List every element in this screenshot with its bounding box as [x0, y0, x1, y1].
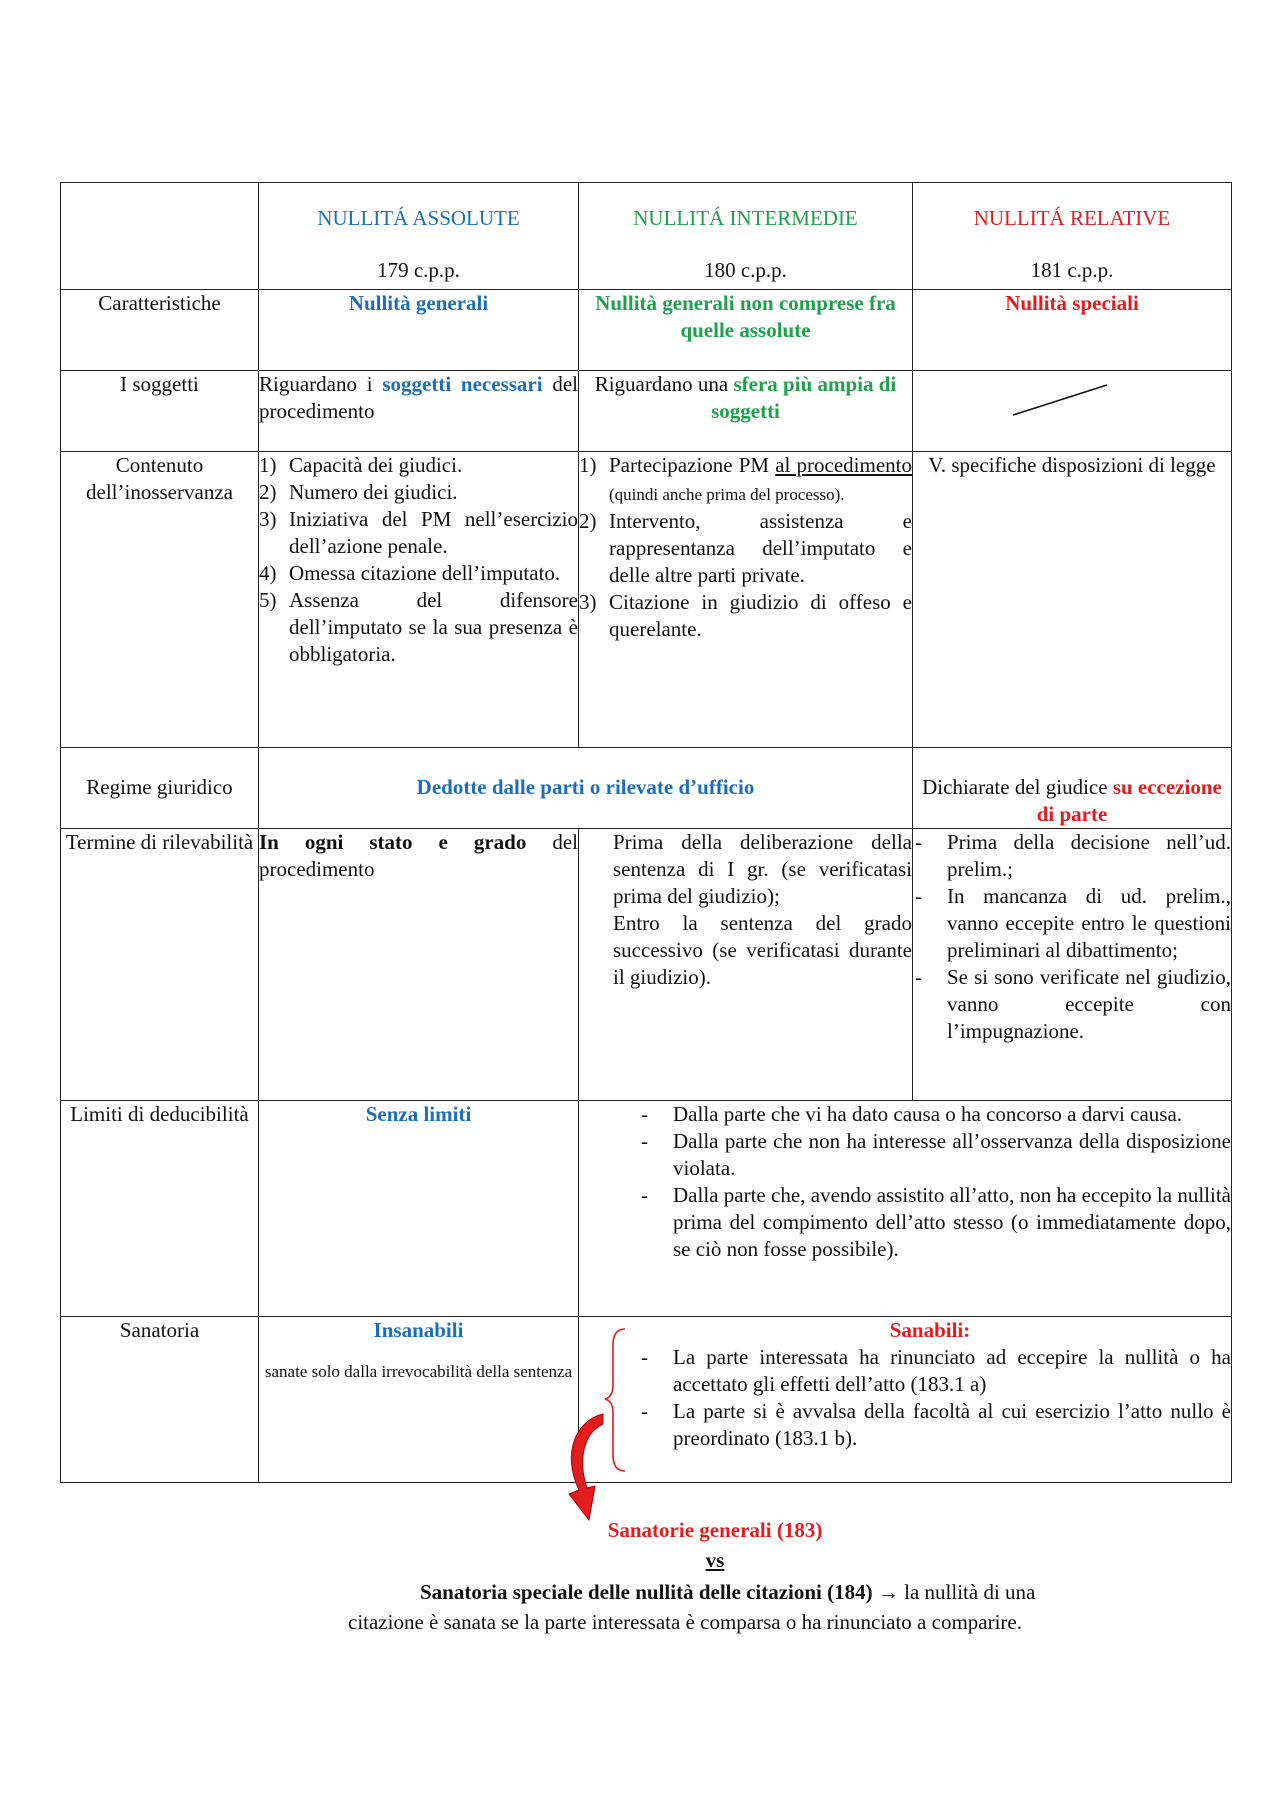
sanatorie-generali [0, 1518, 1280, 1543]
row-limiti [61, 1101, 1232, 1317]
list-item [259, 560, 578, 587]
list-text: In mancanza di ud. prelim., vanno eccepite entro le questioni preliminari al dibattimento; [947, 884, 1231, 962]
termine-assolute [259, 829, 579, 1101]
dash-bullet-icon: - [641, 1129, 648, 1153]
row-label: Caratteristiche [61, 290, 259, 371]
list-text: Assenza del difensore dell’imputato se la sua presenza è obbligatoria. [289, 588, 578, 666]
termine-relative-list [913, 829, 1231, 1045]
list-text: La parte si è avvalsa della facoltà al cui esercizio l’atto nullo è preordinato (183.1 b). [673, 1399, 1231, 1450]
limiti-altre [579, 1101, 1232, 1317]
dash-bullet-icon: - [915, 830, 922, 854]
article-relative: 181 c.p.p. [1030, 258, 1114, 282]
list-item [641, 1128, 1231, 1182]
row-label: Limiti di deducibilità [61, 1101, 259, 1317]
list-item [579, 452, 912, 508]
contenuto-assolute [259, 452, 579, 748]
sanatoria-list [629, 1344, 1231, 1452]
row-label: Regime giuridico [61, 748, 259, 829]
paragraph: Entro la sentenza del grado successivo (se verificatasi durante il giudizio). [613, 911, 912, 989]
list-text: Dalla parte che non ha interesse all’osservanza della disposizione violata. [673, 1129, 1231, 1180]
list-item [641, 1101, 1231, 1128]
list-text: Intervento, assistenza e rappresentanza dell’imputato e delle altre parti private. [609, 509, 912, 587]
contenuto-relative: V. specifiche disposizioni di legge [913, 452, 1232, 748]
list-item [641, 1344, 1231, 1398]
list-item [915, 829, 1231, 883]
list-number: 5) [259, 588, 277, 612]
header-relative [913, 183, 1232, 290]
list-number: 1) [259, 453, 277, 477]
list-item [641, 1398, 1231, 1452]
list-text: La parte interessata ha rinunciato ad eccepire la nullità o ha accettato gli effetti dell’atto (183.1 a) [673, 1345, 1231, 1396]
list-number: 2) [579, 509, 597, 533]
list-item [579, 508, 912, 589]
diagonal-line-icon [913, 371, 1213, 431]
sanatoria-altre [579, 1317, 1232, 1483]
soggetti-intermedie [579, 371, 913, 452]
soggetti-assolute [259, 371, 579, 452]
termine-intermedie [579, 829, 913, 1101]
row-regime [61, 748, 1232, 829]
list-text: Citazione in giudizio di offeso e querelante. [609, 590, 912, 641]
underlined-text: al procedimento [775, 453, 912, 477]
list-item [641, 1182, 1231, 1263]
list-number: 4) [259, 561, 277, 585]
list-number: 3) [259, 507, 277, 531]
list-item [915, 964, 1231, 1045]
row-label: Termine di rilevabilità [61, 829, 259, 1101]
speciale-continued: citazione è sanata se la parte interessata è comparsa o ha rinunciato a comparire. [348, 1610, 1022, 1634]
list-text: Capacità dei giudici. [289, 453, 463, 477]
text: Riguardano i [259, 372, 383, 396]
row-soggetti [61, 371, 1232, 452]
speciale-text: la nullità di una [904, 1580, 1036, 1604]
row-caratteristiche [61, 290, 1232, 371]
text: Partecipazione PM [609, 453, 776, 477]
dash-bullet-icon: - [915, 884, 922, 908]
paragraph: Prima della deliberazione della sentenza di I gr. (se verificatasi prima del giudizio); [613, 830, 912, 908]
regime-assolute-intermedie: Dedotte dalle parti o rilevate d’ufficio [259, 748, 913, 829]
title-intermedie: NULLITÁ INTERMEDIE [633, 206, 858, 230]
list-number: 2) [259, 480, 277, 504]
list-number: 1) [579, 453, 597, 477]
limiti-list [629, 1101, 1231, 1263]
small-text: (quindi anche prima del processo). [609, 485, 845, 504]
list-text: Dalla parte che, avendo assistito all’atto, non ha eccepito la nullità prima del compimento dell’atto stesso (o immediatamente dopo, se ciò non fosse possibile). [673, 1183, 1231, 1261]
list-text: Numero dei giudici. [289, 480, 458, 504]
list-text: Se si sono verificate nel giudizio, vanno eccepite con l’impugnazione. [947, 965, 1231, 1043]
header-row [61, 183, 1232, 290]
vs-text: vs [705, 1548, 725, 1572]
dash-bullet-icon: - [915, 965, 922, 989]
text: del procedimento [259, 830, 578, 881]
dash-bullet-icon: - [641, 1399, 648, 1423]
contenuto-intermedie [579, 452, 913, 748]
sanatoria-note: sanate solo dalla irrevocabilità della sentenza [264, 1362, 573, 1381]
insanabili-label: Insanabili [373, 1318, 464, 1342]
generali-text: Sanatorie generali (183) [607, 1518, 823, 1542]
list-text: Iniziativa del PM nell’esercizio dell’azione penale. [289, 507, 578, 558]
regime-relative [913, 748, 1232, 829]
caratteristiche-assolute: Nullità generali [259, 290, 579, 371]
list-item [259, 587, 578, 668]
row-contenuto [61, 452, 1232, 748]
list-text: Prima della decisione nell’ud. prelim.; [947, 830, 1231, 881]
nullita-table [60, 182, 1232, 1483]
highlight: soggetti necessari [382, 372, 543, 396]
soggetti-relative [913, 371, 1232, 452]
dash-bullet-icon: - [641, 1345, 648, 1369]
text: Dichiarate del giudice [922, 775, 1113, 799]
sanatoria-assolute [259, 1317, 579, 1483]
caratteristiche-relative: Nullità speciali [913, 290, 1232, 371]
dash-bullet-icon: - [641, 1102, 648, 1126]
sanatoria-speciale-line [420, 1580, 1170, 1605]
caratteristiche-intermedie: Nullità generali non comprese fra quelle assolute [579, 290, 913, 371]
sanabili-title: Sanabili: [889, 1318, 971, 1342]
vs-line [0, 1548, 1280, 1573]
list-item [259, 479, 578, 506]
title-assolute: NULLITÁ ASSOLUTE [317, 206, 520, 230]
limiti-assolute: Senza limiti [259, 1101, 579, 1317]
article-intermedie: 180 c.p.p. [704, 258, 787, 282]
curved-arrow-icon [555, 1412, 615, 1532]
list-item [259, 506, 578, 560]
row-label: Sanatoria [61, 1317, 259, 1483]
article-assolute: 179 c.p.p. [377, 258, 460, 282]
header-intermedie [579, 183, 913, 290]
empty-corner-cell [61, 183, 259, 290]
highlight: sfera più ampia di soggetti [711, 372, 897, 423]
bold-text: In ogni stato e grado [259, 830, 527, 854]
text: Riguardano una [594, 372, 734, 396]
list-text: Dalla parte che vi ha dato causa o ha concorso a darvi causa. [673, 1102, 1183, 1126]
header-assolute [259, 183, 579, 290]
dash-bullet-icon: - [641, 1183, 648, 1207]
title-relative: NULLITÁ RELATIVE [973, 206, 1171, 230]
termine-relative [913, 829, 1232, 1101]
row-label: I soggetti [61, 371, 259, 452]
contenuto-intermedie-list [579, 452, 912, 508]
row-label: Contenuto dell’inosservanza [61, 452, 259, 748]
list-text: Omessa citazione dell’imputato. [289, 561, 561, 585]
row-sanatoria [61, 1317, 1232, 1483]
list-item [259, 452, 578, 479]
arrow-right-icon: → [877, 1580, 899, 1604]
speciale-bold: Sanatoria speciale delle nullità delle citazioni (184) [420, 1580, 873, 1604]
list-item [915, 883, 1231, 964]
list-item [579, 589, 912, 643]
row-termine [61, 829, 1232, 1101]
contenuto-assolute-list [259, 452, 578, 668]
contenuto-intermedie-list-rest [579, 508, 912, 643]
text: del procedimento [259, 372, 578, 423]
highlight: su eccezione di parte [1036, 775, 1222, 826]
list-number: 3) [579, 590, 597, 614]
